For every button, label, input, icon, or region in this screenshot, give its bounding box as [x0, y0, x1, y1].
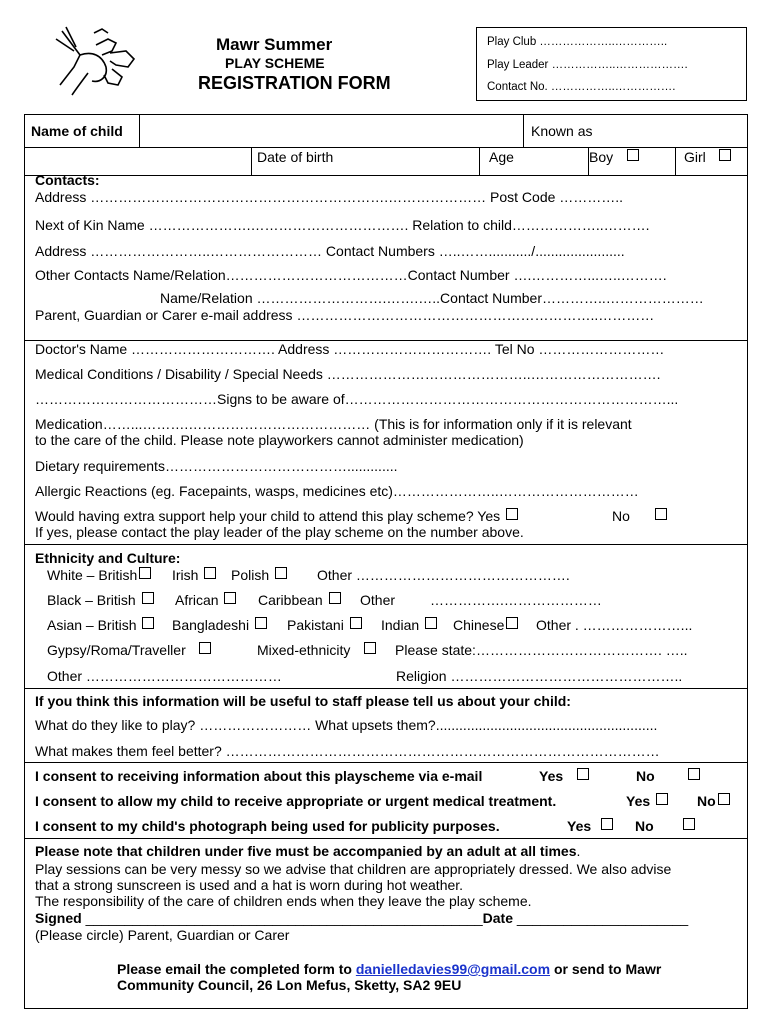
- notes-heading-end: .: [576, 843, 581, 859]
- ethnicity-heading: Ethnicity and Culture:: [35, 550, 181, 566]
- boy-label: Boy: [589, 149, 614, 165]
- please-state-field[interactable]: Please state:…………………………………. …..: [395, 642, 688, 658]
- play-leader-field[interactable]: Play Leader ……………..……………….: [487, 59, 688, 71]
- feel-better-field[interactable]: What makes them feel better? …………………………………………………………………………………: [35, 743, 660, 759]
- play-club-field[interactable]: Play Club ………………..…………..: [487, 36, 668, 48]
- form-title-line2: PLAY SCHEME: [225, 55, 325, 71]
- date-field[interactable]: ______________________: [516, 910, 689, 926]
- girl-option[interactable]: [684, 149, 731, 165]
- next-of-kin-field[interactable]: Next of Kin Name ………………….……………………………. Relation to child………………..……….: [35, 217, 650, 233]
- black-british-label: Black – British: [47, 592, 136, 608]
- mixed-label: Mixed-ethnicity: [257, 642, 351, 658]
- consent-email-yes-checkbox[interactable]: [577, 768, 589, 780]
- notes-heading-text: Please note that children under five must be accompanied by an adult at all times: [35, 843, 577, 859]
- consent-email-label: I consent to receiving information about this playscheme via e-mail: [35, 768, 483, 784]
- polish-checkbox[interactable]: [275, 567, 287, 579]
- consent-photo-no-checkbox[interactable]: [683, 818, 695, 830]
- other-contacts-field[interactable]: Other Contacts Name/Relation…………………………………Contact Number ….…………...…..……….: [35, 267, 667, 283]
- address-contact-numbers-field[interactable]: Address ……………………..…………………… Contact Numbers …..…….........../.......................: [35, 243, 625, 259]
- name-of-child-label: Name of child: [31, 123, 123, 139]
- indian-option[interactable]: [381, 617, 437, 633]
- consent-medical-label: I consent to allow my child to receive appropriate or urgent medical treatment.: [35, 793, 557, 809]
- polish-label: Polish: [231, 567, 270, 583]
- african-option[interactable]: [175, 592, 236, 608]
- gypsy-option[interactable]: [47, 642, 211, 658]
- bangladeshi-checkbox[interactable]: [255, 617, 267, 629]
- caribbean-label: Caribbean: [258, 592, 323, 608]
- footer-email-prefix: Please email the completed form to: [117, 961, 352, 977]
- indian-checkbox[interactable]: [425, 617, 437, 629]
- gypsy-checkbox[interactable]: [199, 642, 211, 654]
- notes-paragraph-3: The responsibility of the care of children ends when they leave the play scheme.: [35, 893, 532, 909]
- signed-label: Signed: [35, 910, 82, 926]
- pakistani-option[interactable]: [287, 617, 362, 633]
- consent-email-no-label: No: [636, 768, 655, 784]
- white-british-option[interactable]: [47, 567, 151, 583]
- footer-email-line: [117, 961, 661, 977]
- girl-label: Girl: [684, 149, 706, 165]
- irish-checkbox[interactable]: [204, 567, 216, 579]
- medical-conditions-field[interactable]: Medical Conditions / Disability / Special Needs ……………………………………..……………………….: [35, 366, 661, 382]
- african-label: African: [175, 592, 219, 608]
- indian-label: Indian: [381, 617, 420, 633]
- other-white-field[interactable]: Other ……………………………………….: [317, 567, 570, 583]
- notes-paragraph-2: that a strong sunscreen is used and a hat is worn during hot weather.: [35, 877, 464, 893]
- mixed-option[interactable]: [257, 642, 376, 658]
- consent-photo-yes-checkbox[interactable]: [601, 818, 613, 830]
- chinese-checkbox[interactable]: [506, 617, 518, 629]
- consent-medical-yes[interactable]: [626, 793, 668, 809]
- date-of-birth-label: Date of birth: [257, 149, 334, 165]
- about-child-heading: If you think this information will be useful to staff please tell us about your child:: [35, 693, 571, 709]
- bangladeshi-label: Bangladeshi: [172, 617, 250, 633]
- consent-email-yes[interactable]: [539, 768, 589, 784]
- support-no-checkbox[interactable]: [655, 508, 667, 520]
- consent-photo-no[interactable]: [635, 818, 695, 834]
- club-info-box: [476, 27, 747, 101]
- chinese-option[interactable]: [453, 617, 518, 633]
- asian-british-label: Asian – British: [47, 617, 137, 633]
- boy-checkbox[interactable]: [627, 149, 639, 161]
- bangladeshi-option[interactable]: [172, 617, 267, 633]
- consent-email-no-checkbox[interactable]: [688, 768, 700, 780]
- irish-option[interactable]: [172, 567, 216, 583]
- dietary-field[interactable]: Dietary requirements………………………………….............: [35, 458, 398, 474]
- form-title-line3: REGISTRATION FORM: [198, 73, 391, 93]
- pakistani-label: Pakistani: [287, 617, 344, 633]
- consent-photo-label: I consent to my child's photograph being used for publicity purposes.: [35, 818, 500, 834]
- mixed-checkbox[interactable]: [364, 642, 376, 654]
- consent-photo-no-label: No: [635, 818, 654, 834]
- other-black-label: Other: [360, 592, 396, 608]
- polish-option[interactable]: [231, 567, 287, 583]
- irish-label: Irish: [172, 567, 199, 583]
- known-as-label: Known as: [531, 123, 593, 139]
- email-address-field[interactable]: Parent, Guardian or Carer e-mail address ………………………………………………………..…………: [35, 307, 655, 323]
- asian-british-option[interactable]: [47, 617, 154, 633]
- white-british-label: White – British: [47, 567, 138, 583]
- medication-note: to the care of the child. Please note playworkers cannot administer medication): [35, 432, 524, 448]
- footer-address: Community Council, 26 Lon Mefus, Sketty, SA2 9EU: [117, 977, 462, 993]
- notes-paragraph-1: Play sessions can be very messy so we advise that children are appropriately dressed. We also advise: [35, 861, 672, 877]
- support-note: If yes, please contact the play leader of the play scheme on the number above.: [35, 524, 524, 540]
- consent-email-yes-label: Yes: [539, 768, 564, 784]
- caribbean-checkbox[interactable]: [329, 592, 341, 604]
- caribbean-option[interactable]: [258, 592, 341, 608]
- footer-email-suffix: or send to Mawr: [553, 961, 662, 977]
- contact-no-field[interactable]: Contact No. ……………..…………….: [487, 81, 676, 93]
- address-field[interactable]: Address ……………………………………………………….………………… Post Code …………..: [35, 189, 624, 205]
- asian-british-checkbox[interactable]: [142, 617, 154, 629]
- consent-medical-no-checkbox[interactable]: [718, 793, 730, 805]
- signed-field[interactable]: ___________________________________________________: [85, 910, 483, 926]
- consent-medical-no[interactable]: [697, 793, 730, 809]
- black-british-option[interactable]: [47, 592, 154, 608]
- consent-email-no[interactable]: [636, 768, 700, 784]
- other-asian-field[interactable]: Other . …………………...: [536, 617, 693, 633]
- other-ethnicity-field[interactable]: Other ……………………………………: [47, 668, 282, 684]
- girl-checkbox[interactable]: [719, 149, 731, 161]
- consent-medical-yes-checkbox[interactable]: [656, 793, 668, 805]
- relationship-note: (Please circle) Parent, Guardian or Carer: [35, 927, 290, 943]
- contacts-heading: Contacts:: [35, 172, 100, 188]
- black-british-checkbox[interactable]: [142, 592, 154, 604]
- date-label: Date: [482, 910, 514, 926]
- consent-photo-yes[interactable]: [567, 818, 613, 834]
- medication-field[interactable]: Medication……...……….………………………………… (This is for information only if it is relevant: [35, 416, 632, 432]
- support-question-label: Would having extra support help your child to attend this play scheme? Yes: [35, 508, 501, 524]
- allergic-field[interactable]: Allergic Reactions (eg. Facepaints, wasps, medicines etc)…………………..…………………………: [35, 483, 639, 499]
- support-question: [35, 508, 518, 524]
- signature-line[interactable]: [35, 910, 688, 926]
- age-label: Age: [489, 149, 514, 165]
- support-no-label: No: [612, 508, 630, 524]
- child-details-grid: [24, 114, 748, 176]
- dancing-figure-icon: [52, 25, 140, 97]
- signs-field[interactable]: …………………………………Signs to be aware of……………………………………………………………...: [35, 391, 679, 407]
- chinese-label: Chinese: [453, 617, 505, 633]
- support-no-option[interactable]: [612, 508, 667, 524]
- support-yes-checkbox[interactable]: [506, 508, 518, 520]
- doctor-field[interactable]: Doctor's Name …………………………. Address ……………………………. Tel No ………………………: [35, 341, 665, 357]
- gypsy-label: Gypsy/Roma/Traveller: [47, 642, 186, 658]
- form-title-line1: Mawr Summer: [216, 35, 333, 54]
- consent-photo-yes-label: Yes: [567, 818, 592, 834]
- consent-medical-yes-label: Yes: [626, 793, 651, 809]
- notes-heading: [35, 843, 580, 859]
- white-british-checkbox[interactable]: [139, 567, 151, 579]
- name-relation-field-2[interactable]: Name/Relation ……………………….…….…..Contact Number…………..…………………: [160, 290, 704, 306]
- other-black-field[interactable]: …………….…………………: [430, 592, 602, 608]
- boy-option[interactable]: [589, 149, 639, 165]
- pakistani-checkbox[interactable]: [350, 617, 362, 629]
- religion-field[interactable]: Religion …………………………………………..: [396, 668, 683, 684]
- like-to-play-field[interactable]: What do they like to play? …………………… What upsets them?.........................................................: [35, 717, 658, 733]
- consent-medical-no-label: No: [697, 793, 716, 809]
- african-checkbox[interactable]: [224, 592, 236, 604]
- email-link[interactable]: danielledavies99@gmail.com: [355, 961, 551, 977]
